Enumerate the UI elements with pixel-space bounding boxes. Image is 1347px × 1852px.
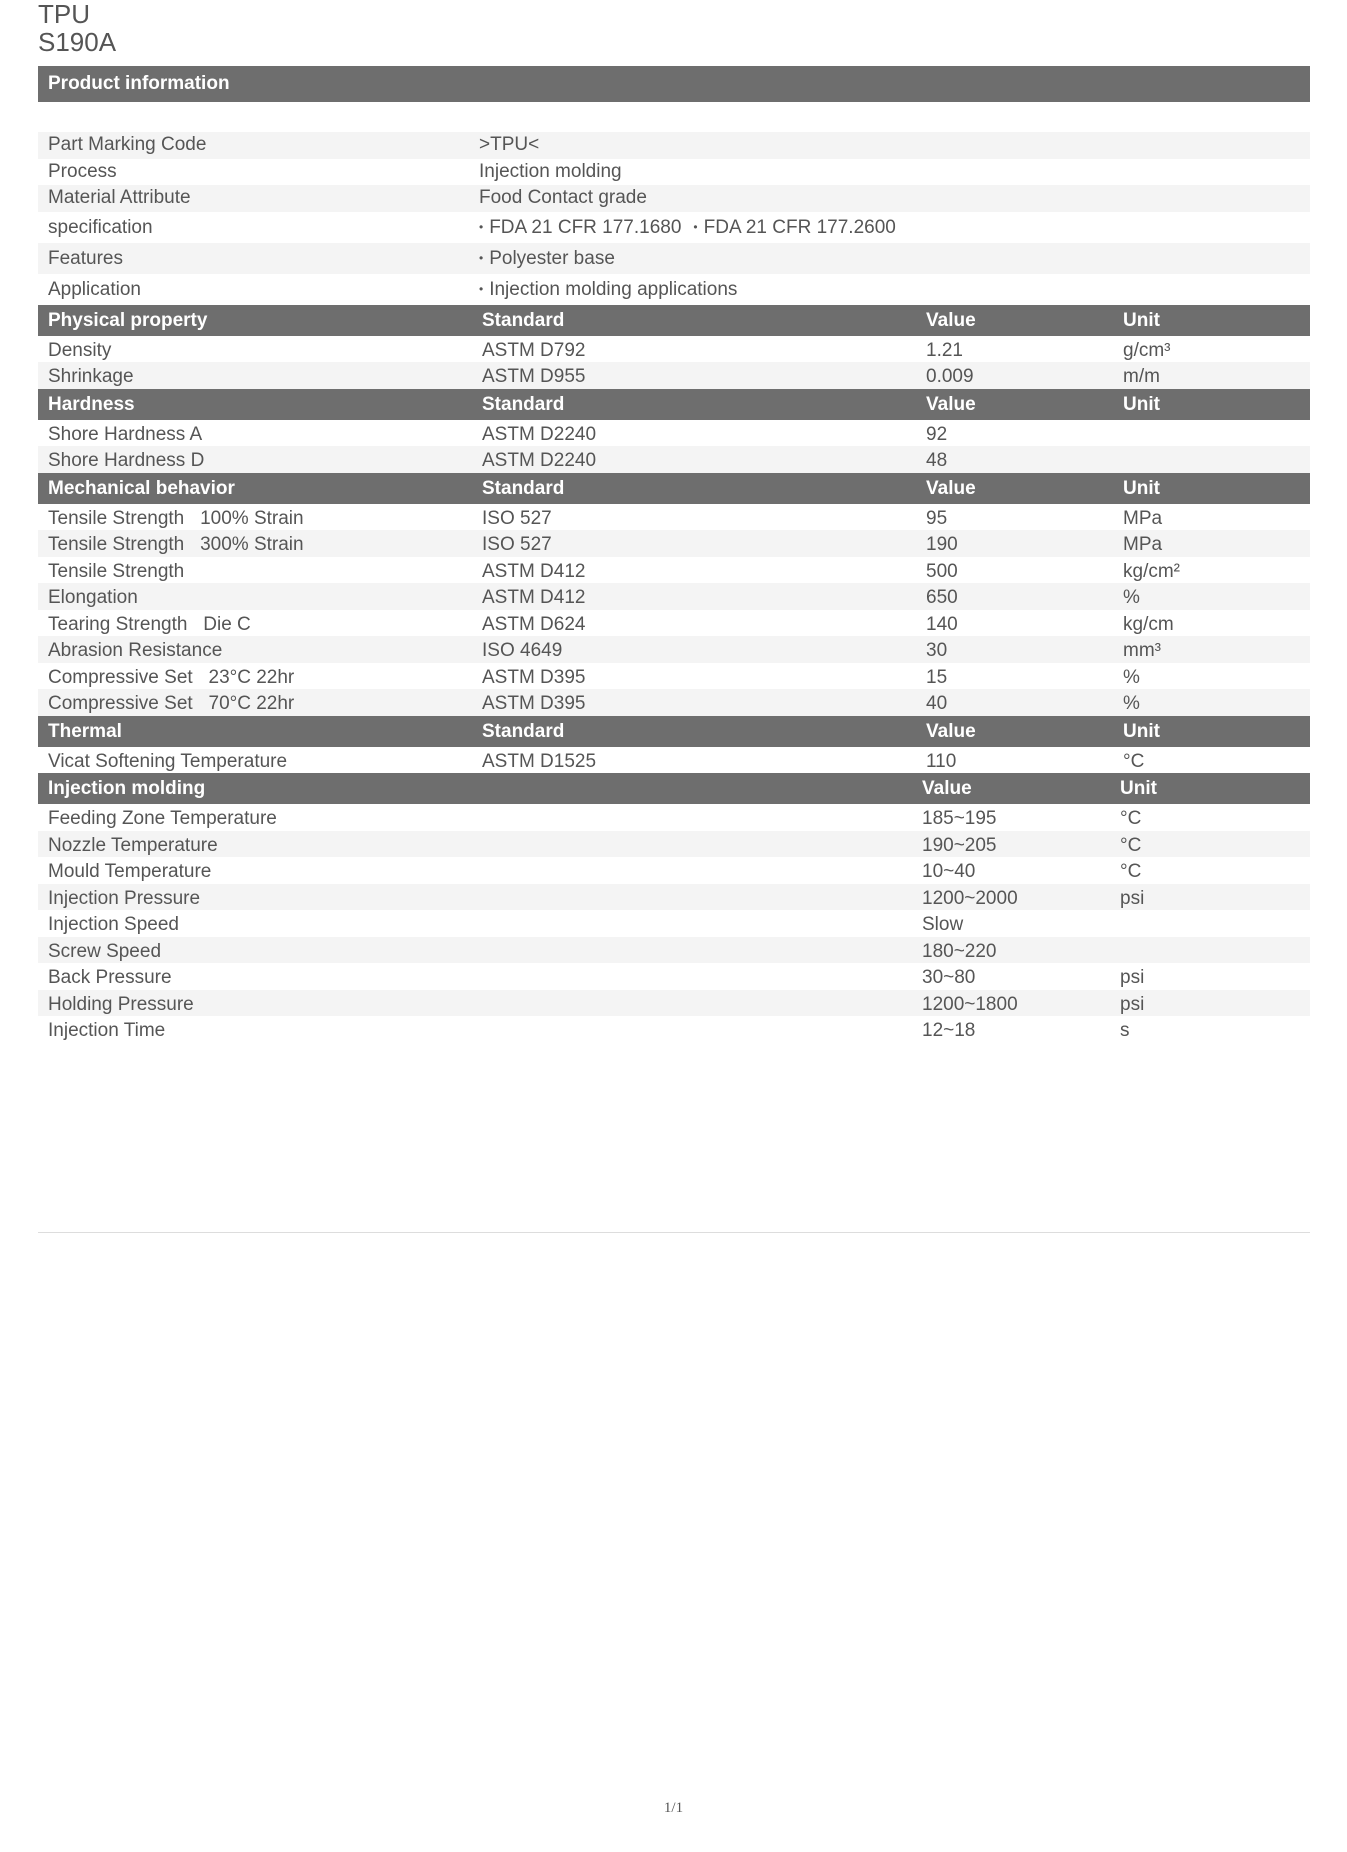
property-unit: g/cm³ (1123, 339, 1171, 361)
process-row (38, 910, 1310, 937)
column-header-unit: Unit (1123, 720, 1160, 742)
property-unit: kg/cm (1123, 613, 1174, 635)
property-value: 95 (926, 507, 948, 529)
process-row (38, 963, 1310, 990)
column-header-value: Value (926, 477, 976, 499)
property-value: 140 (926, 613, 958, 635)
process-value: 12~18 (922, 1020, 976, 1041)
property-name: Vicat Softening Temperature (48, 750, 288, 772)
process-unit: psi (1120, 967, 1145, 988)
property-standard: ASTM D1525 (482, 750, 597, 772)
section-title: Product information (48, 73, 230, 94)
property-row (38, 362, 1310, 389)
section-title: Physical property (48, 309, 208, 331)
section-header (38, 305, 1310, 336)
property-value: 92 (926, 423, 948, 445)
process-value: 185~195 (922, 808, 997, 829)
section-header (38, 773, 1310, 804)
process-unit: °C (1120, 808, 1142, 829)
property-unit: MPa (1123, 534, 1163, 555)
process-row (38, 1016, 1310, 1043)
property-row (38, 610, 1310, 637)
property-standard: ASTM D395 (482, 666, 586, 688)
property-standard: ASTM D624 (482, 613, 586, 635)
process-unit: °C (1120, 861, 1142, 882)
property-row (38, 747, 1310, 774)
process-unit: psi (1120, 887, 1145, 909)
process-row (38, 937, 1310, 964)
process-name: Injection Speed (48, 914, 179, 935)
process-name: Mould Temperature (48, 861, 212, 882)
process-value: 10~40 (922, 861, 976, 882)
property-unit: MPa (1123, 507, 1163, 529)
property-value: 650 (926, 587, 958, 608)
property-name: Shore Hardness D (48, 450, 205, 471)
product-information-header (38, 66, 1310, 102)
property-row (38, 336, 1310, 363)
process-value: 180~220 (922, 940, 997, 962)
product-information-table (38, 132, 1310, 305)
info-label: Material Attribute (48, 187, 191, 208)
column-header-value: Value (926, 393, 976, 415)
process-row (38, 990, 1310, 1017)
property-name: Shrinkage (48, 366, 134, 387)
info-row (38, 132, 1310, 159)
info-label: Process (48, 160, 117, 182)
process-unit: s (1120, 1020, 1130, 1041)
process-row (38, 804, 1310, 831)
process-value: 1200~2000 (922, 887, 1018, 909)
column-header-value: Value (922, 778, 972, 799)
property-value: 110 (926, 750, 957, 772)
property-standard: ASTM D395 (482, 693, 586, 714)
column-header-unit: Unit (1123, 393, 1160, 415)
info-bullets (479, 243, 627, 274)
property-sections (38, 305, 1310, 774)
injection-molding-section (38, 773, 1310, 1043)
property-unit: % (1123, 587, 1140, 608)
info-label: specification (48, 216, 153, 238)
property-unit: % (1123, 693, 1140, 714)
property-value: 30 (926, 640, 948, 661)
section-title: Injection molding (48, 778, 206, 799)
process-unit: psi (1120, 993, 1145, 1015)
info-label: Part Marking Code (48, 134, 207, 155)
property-row (38, 689, 1310, 716)
property-value: 15 (926, 666, 948, 688)
property-standard: ASTM D792 (482, 339, 586, 361)
property-standard: ASTM D412 (482, 560, 586, 582)
column-header-value: Value (926, 720, 976, 742)
process-name: Nozzle Temperature (48, 834, 218, 856)
info-row (38, 274, 1310, 305)
property-name: Tensile Strength 100% Strain (48, 507, 304, 529)
property-standard: ASTM D2240 (482, 450, 597, 471)
property-row (38, 583, 1310, 610)
property-row (38, 557, 1310, 584)
spacer (38, 102, 1310, 132)
column-header-unit: Unit (1123, 309, 1160, 331)
property-unit: kg/cm² (1123, 560, 1180, 582)
section-header (38, 716, 1310, 747)
property-standard: ISO 527 (482, 507, 552, 529)
process-name: Back Pressure (48, 967, 172, 988)
property-standard: ISO 527 (482, 534, 552, 555)
process-row (38, 831, 1310, 858)
section-title: Mechanical behavior (48, 477, 235, 499)
section-header (38, 473, 1310, 504)
info-row (38, 185, 1310, 212)
property-unit: °C (1123, 750, 1145, 772)
process-value: Slow (922, 914, 964, 935)
property-standard: ISO 4649 (482, 640, 563, 661)
property-row (38, 446, 1310, 473)
property-row (38, 663, 1310, 690)
property-value: 500 (926, 560, 958, 582)
info-label: Features (48, 247, 123, 269)
property-row (38, 636, 1310, 663)
property-name: Compressive Set 23°C 22hr (48, 666, 295, 688)
material-type: TPU (38, 0, 90, 29)
section-title: Hardness (48, 393, 135, 415)
property-standard: ASTM D2240 (482, 423, 597, 445)
property-value: 1.21 (926, 339, 963, 361)
property-value: 0.009 (926, 366, 974, 387)
property-value: 40 (926, 693, 948, 714)
info-value: Food Contact grade (479, 187, 647, 208)
column-header-value: Value (926, 309, 976, 331)
bullet-item: • FDA 21 CFR 177.1680 (479, 217, 681, 238)
info-bullets (479, 212, 908, 243)
property-row (38, 420, 1310, 447)
property-standard: ASTM D955 (482, 366, 586, 387)
property-standard: ASTM D412 (482, 587, 586, 608)
process-name: Injection Pressure (48, 887, 201, 909)
info-row (38, 212, 1310, 243)
property-name: Tearing Strength Die C (48, 613, 251, 635)
column-header-standard: Standard (482, 309, 565, 331)
process-name: Screw Speed (48, 940, 162, 962)
property-name: Tensile Strength (48, 560, 185, 582)
property-name: Compressive Set 70°C 22hr (48, 693, 295, 714)
property-value: 48 (926, 450, 948, 471)
column-header-standard: Standard (482, 393, 565, 415)
property-unit: mm³ (1123, 640, 1161, 661)
grade-name: S190A (38, 27, 117, 57)
section-title: Thermal (48, 720, 122, 742)
property-value: 190 (926, 534, 958, 555)
property-name: Density (48, 339, 112, 361)
info-value: Injection molding (479, 160, 622, 182)
info-label: Application (48, 278, 141, 300)
column-header-unit: Unit (1120, 778, 1157, 799)
column-header-standard: Standard (482, 477, 565, 499)
property-name: Shore Hardness A (48, 423, 203, 445)
process-row (38, 884, 1310, 911)
document-title (38, 0, 116, 56)
property-unit: % (1123, 666, 1140, 688)
process-row (38, 857, 1310, 884)
property-row (38, 530, 1310, 557)
section-header (38, 389, 1310, 420)
property-name: Tensile Strength 300% Strain (48, 534, 304, 555)
datasheet (38, 66, 1310, 1043)
info-value: >TPU< (479, 134, 540, 155)
property-name: Elongation (48, 587, 138, 608)
property-row (38, 504, 1310, 531)
footer-divider (38, 1232, 1310, 1233)
process-name: Feeding Zone Temperature (48, 808, 277, 829)
page-number: 1/1 (663, 1800, 684, 1816)
column-header-unit: Unit (1123, 477, 1160, 499)
process-name: Holding Pressure (48, 993, 194, 1015)
bullet-item: • Polyester base (479, 248, 615, 269)
info-row (38, 159, 1310, 186)
bullet-item: • FDA 21 CFR 177.2600 (693, 217, 895, 238)
process-name: Injection Time (48, 1020, 166, 1041)
bullet-item: • Injection molding applications (479, 279, 737, 300)
process-unit: °C (1120, 834, 1142, 856)
column-header-standard: Standard (482, 720, 565, 742)
process-value: 190~205 (922, 834, 997, 856)
property-name: Abrasion Resistance (48, 640, 223, 661)
process-value: 30~80 (922, 967, 976, 988)
process-value: 1200~1800 (922, 993, 1018, 1015)
property-unit: m/m (1123, 366, 1160, 387)
info-bullets (479, 274, 749, 305)
info-row (38, 243, 1310, 274)
